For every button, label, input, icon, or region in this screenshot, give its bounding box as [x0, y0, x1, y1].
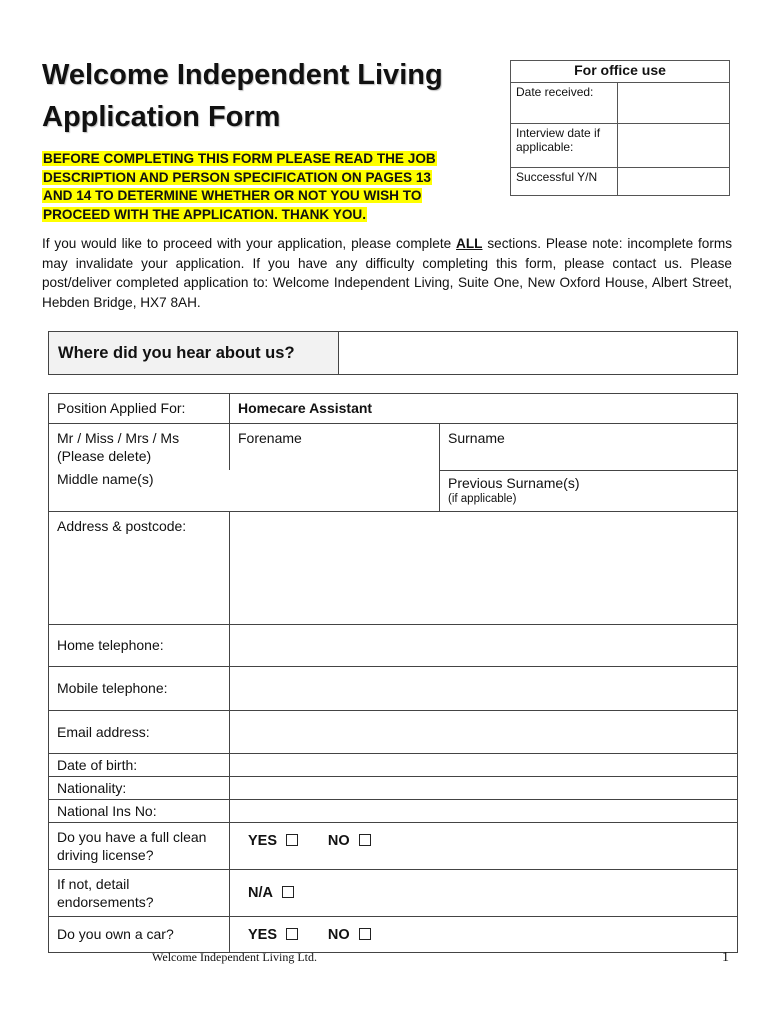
title-cell[interactable]	[49, 424, 230, 471]
intro-text-2: sections. Please note: incomplete forms may invalidate your application. If you have any difficulty completing this form, please contact us. Please post/deliver completed application to: Welcome Independent Living, Suite One, New Oxford House, Albert Street, Hebden Bridge, HX7 8AH.	[42, 236, 732, 310]
address-field[interactable]	[230, 511, 738, 624]
form-title	[42, 54, 502, 138]
instruction-notice	[42, 150, 492, 224]
own-car-label: Do you own a car?	[49, 916, 230, 952]
car-no-label: NO	[327, 926, 350, 943]
intro-text-1: If you would like to proceed with your application, please complete	[42, 236, 457, 251]
license-yes-label: YES	[248, 832, 278, 849]
intro-emphasis: ALL	[456, 236, 483, 251]
license-yes-option[interactable]	[248, 832, 298, 850]
driving-license-label: Do you have a full clean driving license?	[49, 822, 230, 869]
home-telephone-field[interactable]	[230, 624, 738, 666]
national-ins-label: National Ins No:	[49, 799, 230, 822]
interview-date-label: Interview date if applicable:	[511, 124, 618, 168]
footer-company: Welcome Independent Living Ltd.	[152, 950, 317, 964]
position-label: Position Applied For:	[49, 394, 230, 424]
endorsements-na-label: N/A	[248, 885, 273, 901]
position-value: Homecare Assistant	[230, 394, 738, 424]
email-field[interactable]	[230, 710, 738, 753]
mobile-telephone-field[interactable]	[230, 666, 738, 710]
hear-about-us-label: Where did you hear about us?	[49, 332, 339, 374]
endorsements-options	[230, 869, 738, 916]
nationality-field[interactable]	[230, 776, 738, 799]
hear-about-us-field[interactable]	[339, 332, 737, 374]
endorsements-na-option[interactable]	[248, 884, 294, 902]
hear-about-us-row	[48, 331, 738, 375]
intro-paragraph	[42, 234, 732, 312]
previous-surname-note: (if applicable)	[448, 492, 517, 505]
driving-license-options	[230, 822, 738, 869]
endorsements-label: If not, detail endorsements?	[49, 869, 230, 916]
surname-field[interactable]	[440, 424, 738, 471]
title-line-1: Welcome Independent Living	[42, 59, 443, 91]
successful-label: Successful Y/N	[511, 168, 618, 196]
forename-field[interactable]	[230, 424, 440, 471]
notice-line-4: PROCEED WITH THE APPLICATION. THANK YOU.	[43, 206, 366, 222]
previous-surname-label: Previous Surname(s)	[448, 474, 580, 491]
office-use-title: For office use	[511, 61, 730, 83]
endorsements-na-checkbox[interactable]	[282, 886, 294, 898]
home-telephone-label: Home telephone:	[49, 624, 230, 666]
surname-label: Surname	[448, 430, 505, 446]
license-yes-checkbox[interactable]	[286, 834, 298, 846]
dob-label: Date of birth:	[49, 753, 230, 776]
title-line-2: Application Form	[42, 101, 281, 133]
office-use-box	[510, 60, 730, 196]
national-ins-field[interactable]	[230, 799, 738, 822]
dob-field[interactable]	[230, 753, 738, 776]
car-yes-label: YES	[248, 926, 278, 943]
notice-line-1: BEFORE COMPLETING THIS FORM PLEASE READ THE JOB	[43, 151, 436, 166]
car-yes-option[interactable]	[248, 926, 298, 944]
personal-details-table	[48, 393, 738, 953]
date-received-field[interactable]	[618, 83, 730, 124]
car-no-option[interactable]	[328, 926, 371, 944]
car-no-checkbox[interactable]	[359, 928, 371, 940]
middle-name-label: Middle name(s)	[57, 471, 154, 487]
middle-name-field[interactable]	[49, 470, 440, 511]
date-received-label: Date received:	[511, 83, 618, 124]
license-no-label: NO	[327, 832, 350, 849]
title-note: (Please delete)	[57, 448, 152, 464]
nationality-label: Nationality:	[49, 776, 230, 799]
mobile-telephone-label: Mobile telephone:	[49, 666, 230, 710]
page-number: 1	[722, 950, 729, 965]
previous-surname-field[interactable]	[440, 470, 738, 511]
notice-line-3: AND 14 TO DETERMINE WHETHER OR NOT YOU WISH TO	[43, 188, 422, 203]
license-no-option[interactable]	[328, 832, 371, 850]
own-car-options	[230, 916, 738, 952]
forename-label: Forename	[238, 430, 302, 446]
email-label: Email address:	[49, 710, 230, 753]
title-label: Mr / Miss / Mrs / Ms	[57, 430, 180, 446]
license-no-checkbox[interactable]	[359, 834, 371, 846]
car-yes-checkbox[interactable]	[286, 928, 298, 940]
interview-date-field[interactable]	[618, 124, 730, 168]
successful-field[interactable]	[618, 168, 730, 196]
notice-line-2: DESCRIPTION AND PERSON SPECIFICATION ON PAGES 13	[43, 169, 431, 185]
address-label: Address & postcode:	[49, 511, 230, 624]
